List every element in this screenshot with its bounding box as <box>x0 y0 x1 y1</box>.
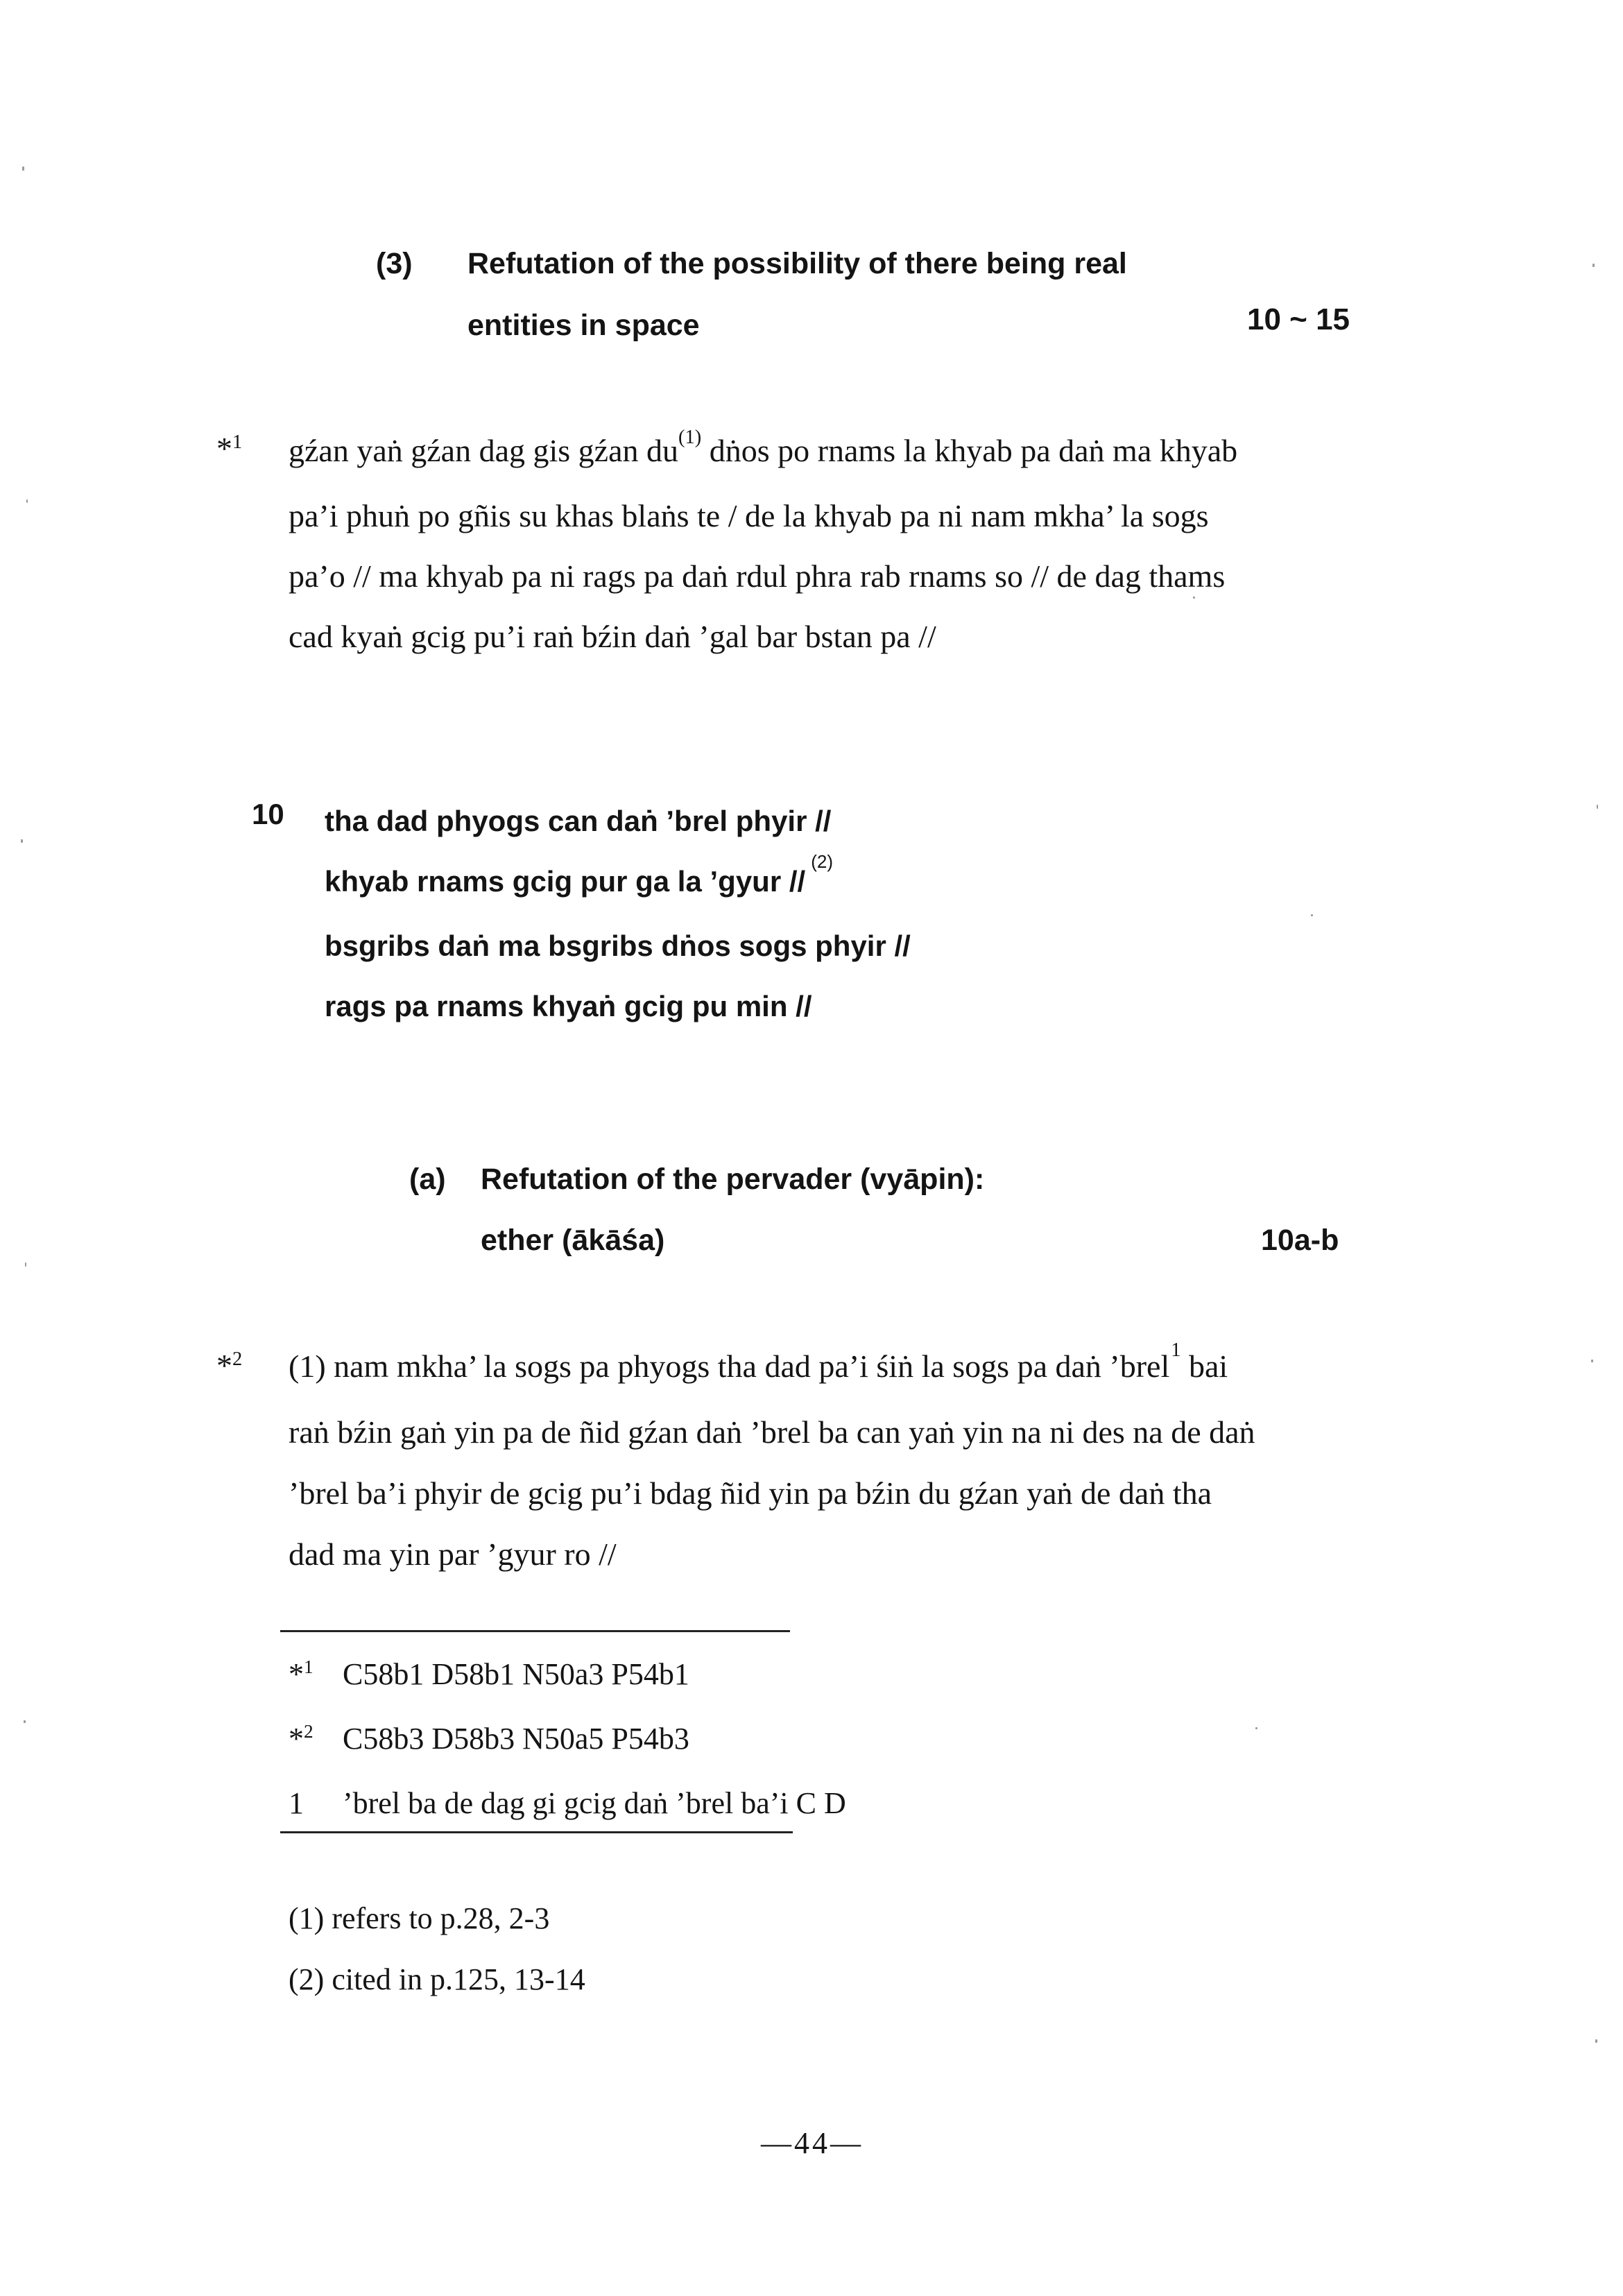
apparatus <box>289 1644 846 1837</box>
verse10-number: 10 <box>252 798 284 830</box>
section3-verse-range: 10 ~ 15 <box>1247 302 1350 336</box>
scan-speck <box>1591 1360 1593 1362</box>
scan-speck <box>1193 597 1195 599</box>
scan-speck <box>1311 914 1313 916</box>
commentary2-marker: *$^2$ <box>216 1348 243 1383</box>
commentary1-line1: gźan yaṅ gźan dag gis gźan $du^{(1)}$ dṅos po rnams la khyab pa daṅ ma khyab <box>289 427 1238 468</box>
apparatus-row: 1 ’brel ba de dag gi gcig daṅ ’brel ba’i C D <box>289 1786 846 1820</box>
commentary2-line4: dad ma yin par ’gyur ro // <box>289 1536 617 1572</box>
verse10-line3: bsgribs daṅ ma bsgribs dṅos sogs phyir // <box>325 929 911 962</box>
subsection-a-title-line2: ether (ākāśa) <box>481 1224 665 1257</box>
verse10-line2: khyab rnams gcig pur ga la ’gyur //$^{(2)}$ <box>325 851 834 898</box>
variant-ref-1: 1 <box>1171 1339 1181 1361</box>
footnote: (1) refers to p.28, 2-3 <box>289 1901 550 1935</box>
commentary2 <box>289 1336 1255 1585</box>
commentary1-line4: cad kyaṅ gcig pu’i raṅ bźin daṅ ’gal bar bstan pa // <box>289 619 936 654</box>
commentary1-marker: *$^1$ <box>216 431 243 466</box>
apparatus-row: *$^1$ C58b1 D58b1 N50a3 P54b1 <box>289 1656 689 1691</box>
note-ref-1: (1) <box>678 427 702 448</box>
verse10-line4: rags pa rnams khyaṅ gcig pu min // <box>325 990 812 1022</box>
scan-speck <box>1592 264 1595 267</box>
footnotes <box>289 1888 585 2010</box>
commentary2-line2: raṅ bźin gaṅ yin pa de ñid gźan daṅ ’brel ba can yaṅ yin na ni des na de daṅ <box>289 1414 1255 1450</box>
commentary2-line3: ’brel ba’i phyir de gcig pu’i bdag ñid yin pa bźin du gźan yaṅ de daṅ tha <box>289 1475 1212 1511</box>
scan-speck <box>1595 2039 1597 2043</box>
note-ref-2: (2) <box>811 851 834 872</box>
verse10 <box>325 791 911 1036</box>
subsection-a-title-line1: Refutation of the pervader (vyāpin): <box>481 1163 985 1196</box>
apparatus-top-rule <box>280 1630 790 1632</box>
page-number: —44— <box>761 2126 864 2160</box>
scan-speck <box>22 166 24 171</box>
scan-speck <box>24 1720 26 1723</box>
apparatus-row: *$^2$ C58b3 D58b3 N50a5 P54b3 <box>289 1721 689 1756</box>
apparatus-bottom-rule <box>280 1831 793 1833</box>
section3-title-line1: Refutation of the possibility of there being real <box>467 247 1127 280</box>
section3-title-line2: entities in space <box>467 309 700 342</box>
subsection-a-label: (a) <box>409 1163 446 1196</box>
commentary1-line2: pa’i phuṅ po gñis su khas blaṅs te / de la khyab pa ni nam mkha’ la sogs <box>289 498 1209 533</box>
scan-speck <box>25 1262 26 1267</box>
scan-speck <box>1597 805 1598 809</box>
commentary1-line3: pa’o // ma khyab pa ni rags pa daṅ rdul phra rab rnams so // de dag thams <box>289 558 1226 594</box>
subsection-a-verse-ref: 10a-b <box>1261 1224 1339 1257</box>
commentary2-line1: (1) nam mkha’ la sogs pa phyogs tha dad pa’i śiṅ la sogs pa daṅ ’brel$^1$ bai <box>289 1339 1228 1384</box>
scan-speck <box>21 839 23 843</box>
scan-speck <box>26 499 28 503</box>
footnote: (2) cited in p.125, 13-14 <box>289 1962 585 1996</box>
verse10-line1: tha dad phyogs can daṅ ’brel phyir // <box>325 805 832 837</box>
scan-speck <box>1255 1727 1257 1729</box>
section3-number: (3) <box>376 247 413 280</box>
commentary1 <box>289 420 1237 667</box>
